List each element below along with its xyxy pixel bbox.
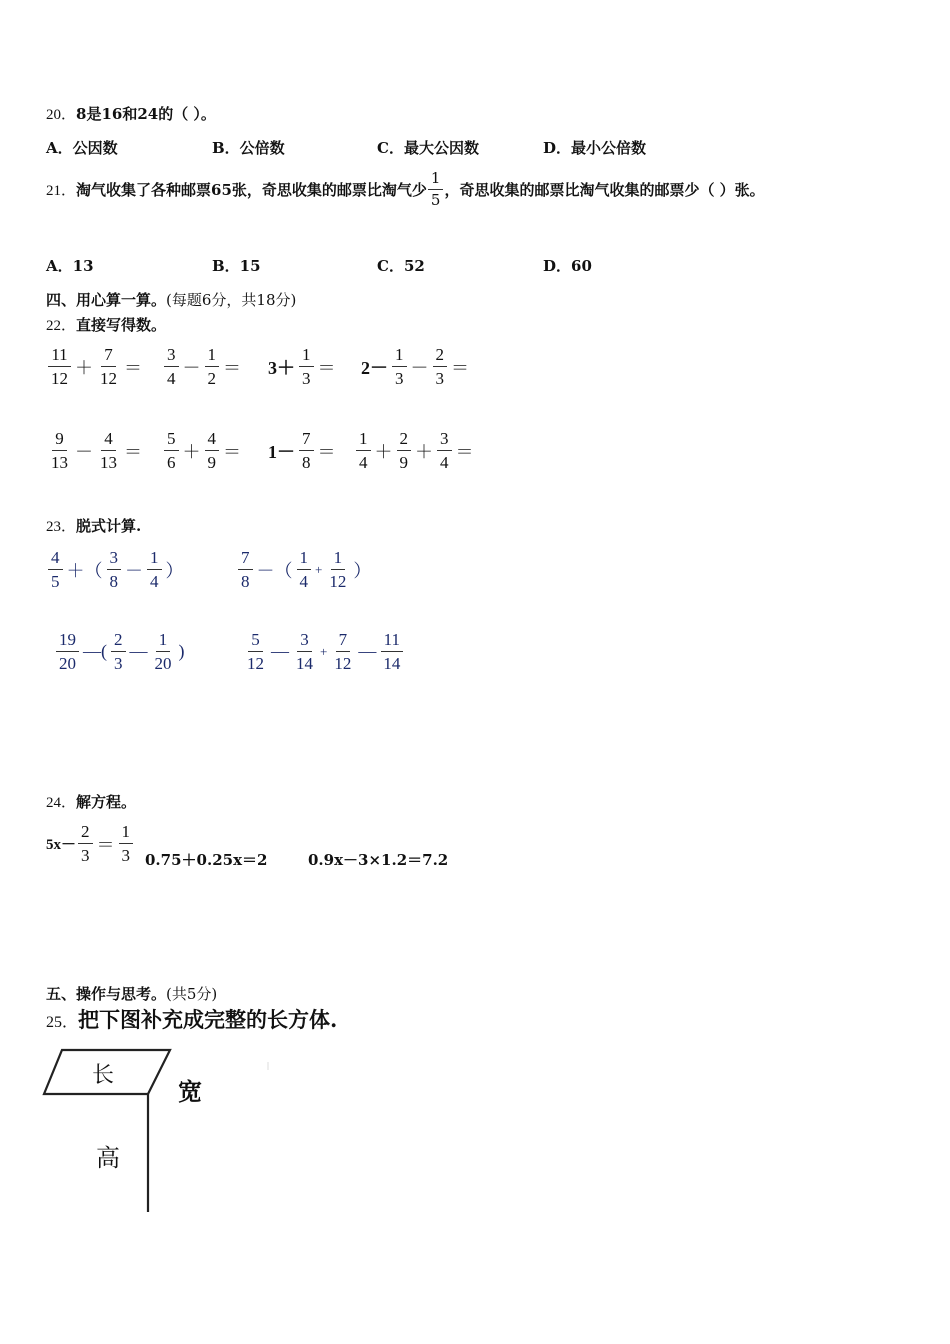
q20-number: 20． [46, 107, 77, 123]
q22-expr-1 [46, 346, 144, 387]
fraction [147, 549, 162, 590]
fraction [397, 430, 412, 471]
fraction-denominator: 13 [51, 453, 68, 472]
fraction-denominator: 12 [329, 572, 347, 591]
operator: ＋ [182, 441, 201, 462]
fraction-numerator: 4 [101, 430, 116, 451]
fraction-denominator: 13 [100, 453, 117, 472]
q23-expr-3 [54, 631, 187, 672]
equals-sign: ＝ [223, 441, 241, 462]
q22-expr-2 [162, 346, 243, 387]
q22-expr-6 [162, 430, 243, 471]
fraction-numerator: 1 [205, 346, 220, 367]
operator: － [410, 357, 429, 378]
equation-lhs: 5x－ [46, 837, 77, 853]
section-4-title: 四、用心算一算。 [46, 291, 167, 309]
fraction-numerator: 1 [119, 823, 134, 844]
close-paren: ） [353, 560, 372, 581]
fraction-numerator: 1 [297, 549, 312, 570]
fraction [244, 631, 267, 672]
fraction-denominator: 5 [51, 572, 60, 591]
section-4-note: (每题6分，共18分) [166, 291, 297, 309]
fraction [299, 430, 314, 471]
section-5-heading [46, 983, 217, 1004]
q23-expr-1 [46, 549, 186, 590]
close-paren: ) [178, 641, 185, 661]
fraction-denominator: 12 [334, 654, 352, 673]
fraction [152, 631, 175, 672]
section-5-note: (共5分) [166, 985, 218, 1003]
fraction-denominator: 3 [302, 369, 311, 388]
fraction-denominator: 3 [81, 846, 90, 865]
fraction-denominator: 6 [167, 453, 176, 472]
label-height: 高 [96, 1144, 120, 1172]
q21-stem [46, 171, 765, 208]
q21-text-a: 淘气收集了各种邮票65张，奇思收集的邮票比淘气少 [76, 181, 427, 199]
fraction-denominator: 3 [114, 654, 123, 673]
fraction-numerator: 1 [428, 171, 444, 190]
fraction [293, 631, 316, 672]
q23-stem [46, 515, 141, 536]
fraction-numerator: 7 [336, 631, 351, 652]
equals-sign: ＝ [317, 441, 336, 462]
fraction-denominator: 4 [150, 572, 159, 591]
cuboid-sketch [40, 1042, 280, 1222]
fraction [164, 346, 179, 387]
fraction [48, 549, 63, 590]
q21-text-b: ，奇思收集的邮票比淘气收集的邮票少（ ）张。 [444, 181, 765, 199]
q22-number: 22． [46, 318, 77, 334]
whole-number-term: 3＋ [268, 357, 295, 378]
fraction-numerator: 5 [164, 430, 179, 451]
fraction [48, 430, 71, 471]
q25-title: 把下图补充成完整的长方体. [78, 1007, 338, 1032]
fraction [297, 549, 312, 590]
fraction-numerator: 2 [433, 346, 448, 367]
fraction-numerator: 1 [156, 631, 171, 652]
q25-number: 25． [46, 1014, 79, 1031]
fraction [356, 430, 371, 471]
q23-expr-4 [242, 631, 405, 672]
fraction-denominator: 8 [109, 572, 118, 591]
q20-stem [46, 103, 216, 124]
fraction [433, 346, 448, 387]
fraction-numerator: 7 [299, 430, 314, 451]
fraction-denominator: 8 [302, 453, 311, 472]
fraction-denominator: 4 [299, 572, 308, 591]
operator: + [320, 643, 328, 659]
fraction-numerator: 2 [78, 823, 93, 844]
fraction-numerator: 1 [392, 346, 407, 367]
fraction-denominator: 9 [207, 453, 216, 472]
q20-option-b: B．公倍数 [212, 139, 285, 157]
q22-title: 直接写得数。 [76, 316, 167, 334]
fraction-numerator: 4 [205, 430, 220, 451]
fraction-numerator: 1 [147, 549, 162, 570]
fraction [299, 346, 314, 387]
q24-equation-1 [46, 823, 135, 864]
fraction [97, 346, 120, 387]
q22-expr-5 [46, 430, 144, 471]
fraction [205, 430, 220, 471]
equals-sign: ＝ [455, 441, 474, 462]
fraction-numerator: 3 [107, 549, 122, 570]
operator: － [75, 441, 93, 462]
q24-title: 解方程。 [76, 793, 137, 811]
cuboid-figure [40, 1042, 280, 1222]
fraction-denominator: 3 [121, 846, 131, 865]
operator: — [358, 641, 377, 661]
fraction-numerator: 5 [248, 631, 263, 652]
equals-sign: ＝ [124, 441, 142, 462]
fraction-denominator: 4 [167, 369, 176, 388]
whole-number-term: 1－ [268, 441, 295, 462]
operator: ＋ [415, 441, 433, 462]
q23-number: 23． [46, 519, 77, 535]
fraction-denominator: 20 [59, 654, 76, 673]
fraction-denominator: 4 [440, 453, 449, 472]
fraction-numerator: 11 [381, 631, 403, 652]
fraction-denominator: 12 [51, 369, 68, 388]
q24-equation-2: 0.75＋0.25x＝2 [145, 851, 268, 869]
fraction-numerator: 7 [101, 346, 116, 367]
fraction-numerator: 2 [111, 631, 126, 652]
q22-expr-3 [266, 346, 338, 387]
fraction-denominator: 14 [383, 654, 401, 673]
q20-option-c: C．最大公因数 [377, 139, 479, 157]
equals-sign: ＝ [124, 357, 142, 378]
q21-number: 21． [46, 183, 77, 199]
equals-sign: ＝ [451, 357, 469, 378]
operator: ＋（ [66, 560, 103, 581]
fraction-numerator: 7 [238, 549, 253, 570]
fraction [97, 430, 120, 471]
equals-sign: ＝ [223, 357, 241, 378]
q24-stem [46, 791, 136, 812]
fraction-denominator: 12 [247, 654, 264, 673]
fraction [78, 823, 93, 864]
fraction-denominator: 9 [399, 453, 408, 472]
fraction-denominator: 4 [359, 453, 368, 472]
fraction-denominator: 2 [207, 369, 216, 388]
fraction-numerator: 3 [164, 346, 179, 367]
fraction-denominator: 20 [154, 654, 172, 673]
q22-expr-4 [359, 346, 471, 387]
fraction [238, 549, 253, 590]
fraction [380, 631, 403, 672]
q21-option-b: B．15 [212, 257, 261, 275]
fraction-numerator: 3 [297, 631, 312, 652]
fraction-numerator: 1 [356, 430, 371, 451]
fraction-numerator: 11 [48, 346, 70, 367]
fraction [48, 346, 71, 387]
close-paren: ） [165, 560, 184, 581]
fraction [331, 631, 354, 672]
q20-text: 8是16和24的（ ）。 [76, 105, 216, 123]
fraction [119, 823, 134, 864]
fraction [111, 631, 126, 672]
fraction [56, 631, 79, 672]
label-width: 宽 [178, 1077, 202, 1106]
q20-option-a: A．公因数 [46, 139, 118, 157]
whole-number-term: 2－ [361, 357, 388, 378]
fraction-numerator: 19 [56, 631, 79, 652]
label-length: 长 [92, 1063, 115, 1088]
q22-expr-8 [354, 430, 476, 471]
q20-option-d: D．最小公倍数 [543, 139, 647, 157]
q22-expr-7 [266, 430, 338, 471]
operator: + [315, 561, 323, 577]
q21-option-d: D．60 [543, 257, 592, 275]
q25-stem [46, 1004, 337, 1034]
operator: ＋ [374, 441, 393, 462]
fraction [107, 549, 122, 590]
fraction-denominator: 8 [241, 572, 250, 591]
q23-title: 脱式计算. [76, 517, 142, 535]
operator: — [271, 641, 289, 661]
fraction-numerator: 4 [48, 549, 63, 570]
q21-option-a: A．13 [46, 257, 94, 275]
fraction-denominator: 3 [435, 369, 444, 388]
operator: －（ [256, 560, 293, 581]
equals-sign: ＝ [96, 834, 115, 855]
equals-sign: ＝ [317, 357, 336, 378]
fraction [164, 430, 179, 471]
fraction-denominator: 12 [100, 369, 117, 388]
fraction-numerator: 3 [437, 430, 452, 451]
operator: ＋ [75, 357, 93, 378]
q24-equation-3: 0.9x－3×1.2＝7.2 [308, 851, 449, 869]
fraction [326, 549, 349, 590]
operator: － [125, 560, 143, 581]
q21-fraction [428, 171, 444, 208]
q22-stem [46, 314, 166, 335]
fraction-denominator: 5 [430, 191, 441, 209]
q24-number: 24． [46, 795, 77, 811]
fraction-denominator: 3 [395, 369, 404, 388]
operator: － [182, 357, 201, 378]
fraction [437, 430, 452, 471]
operator: —( [83, 641, 107, 661]
section-4-heading [46, 289, 296, 310]
operator: — [129, 641, 148, 661]
fraction-numerator: 1 [299, 346, 314, 367]
fraction-numerator: 1 [331, 549, 346, 570]
fraction-numerator: 2 [397, 430, 412, 451]
section-5-title: 五、操作与思考。 [46, 985, 167, 1003]
fraction-denominator: 14 [296, 654, 313, 673]
fraction-numerator: 9 [52, 430, 67, 451]
q23-expr-2 [236, 549, 373, 590]
fraction [205, 346, 220, 387]
fraction [392, 346, 407, 387]
q21-option-c: C．52 [377, 257, 425, 275]
